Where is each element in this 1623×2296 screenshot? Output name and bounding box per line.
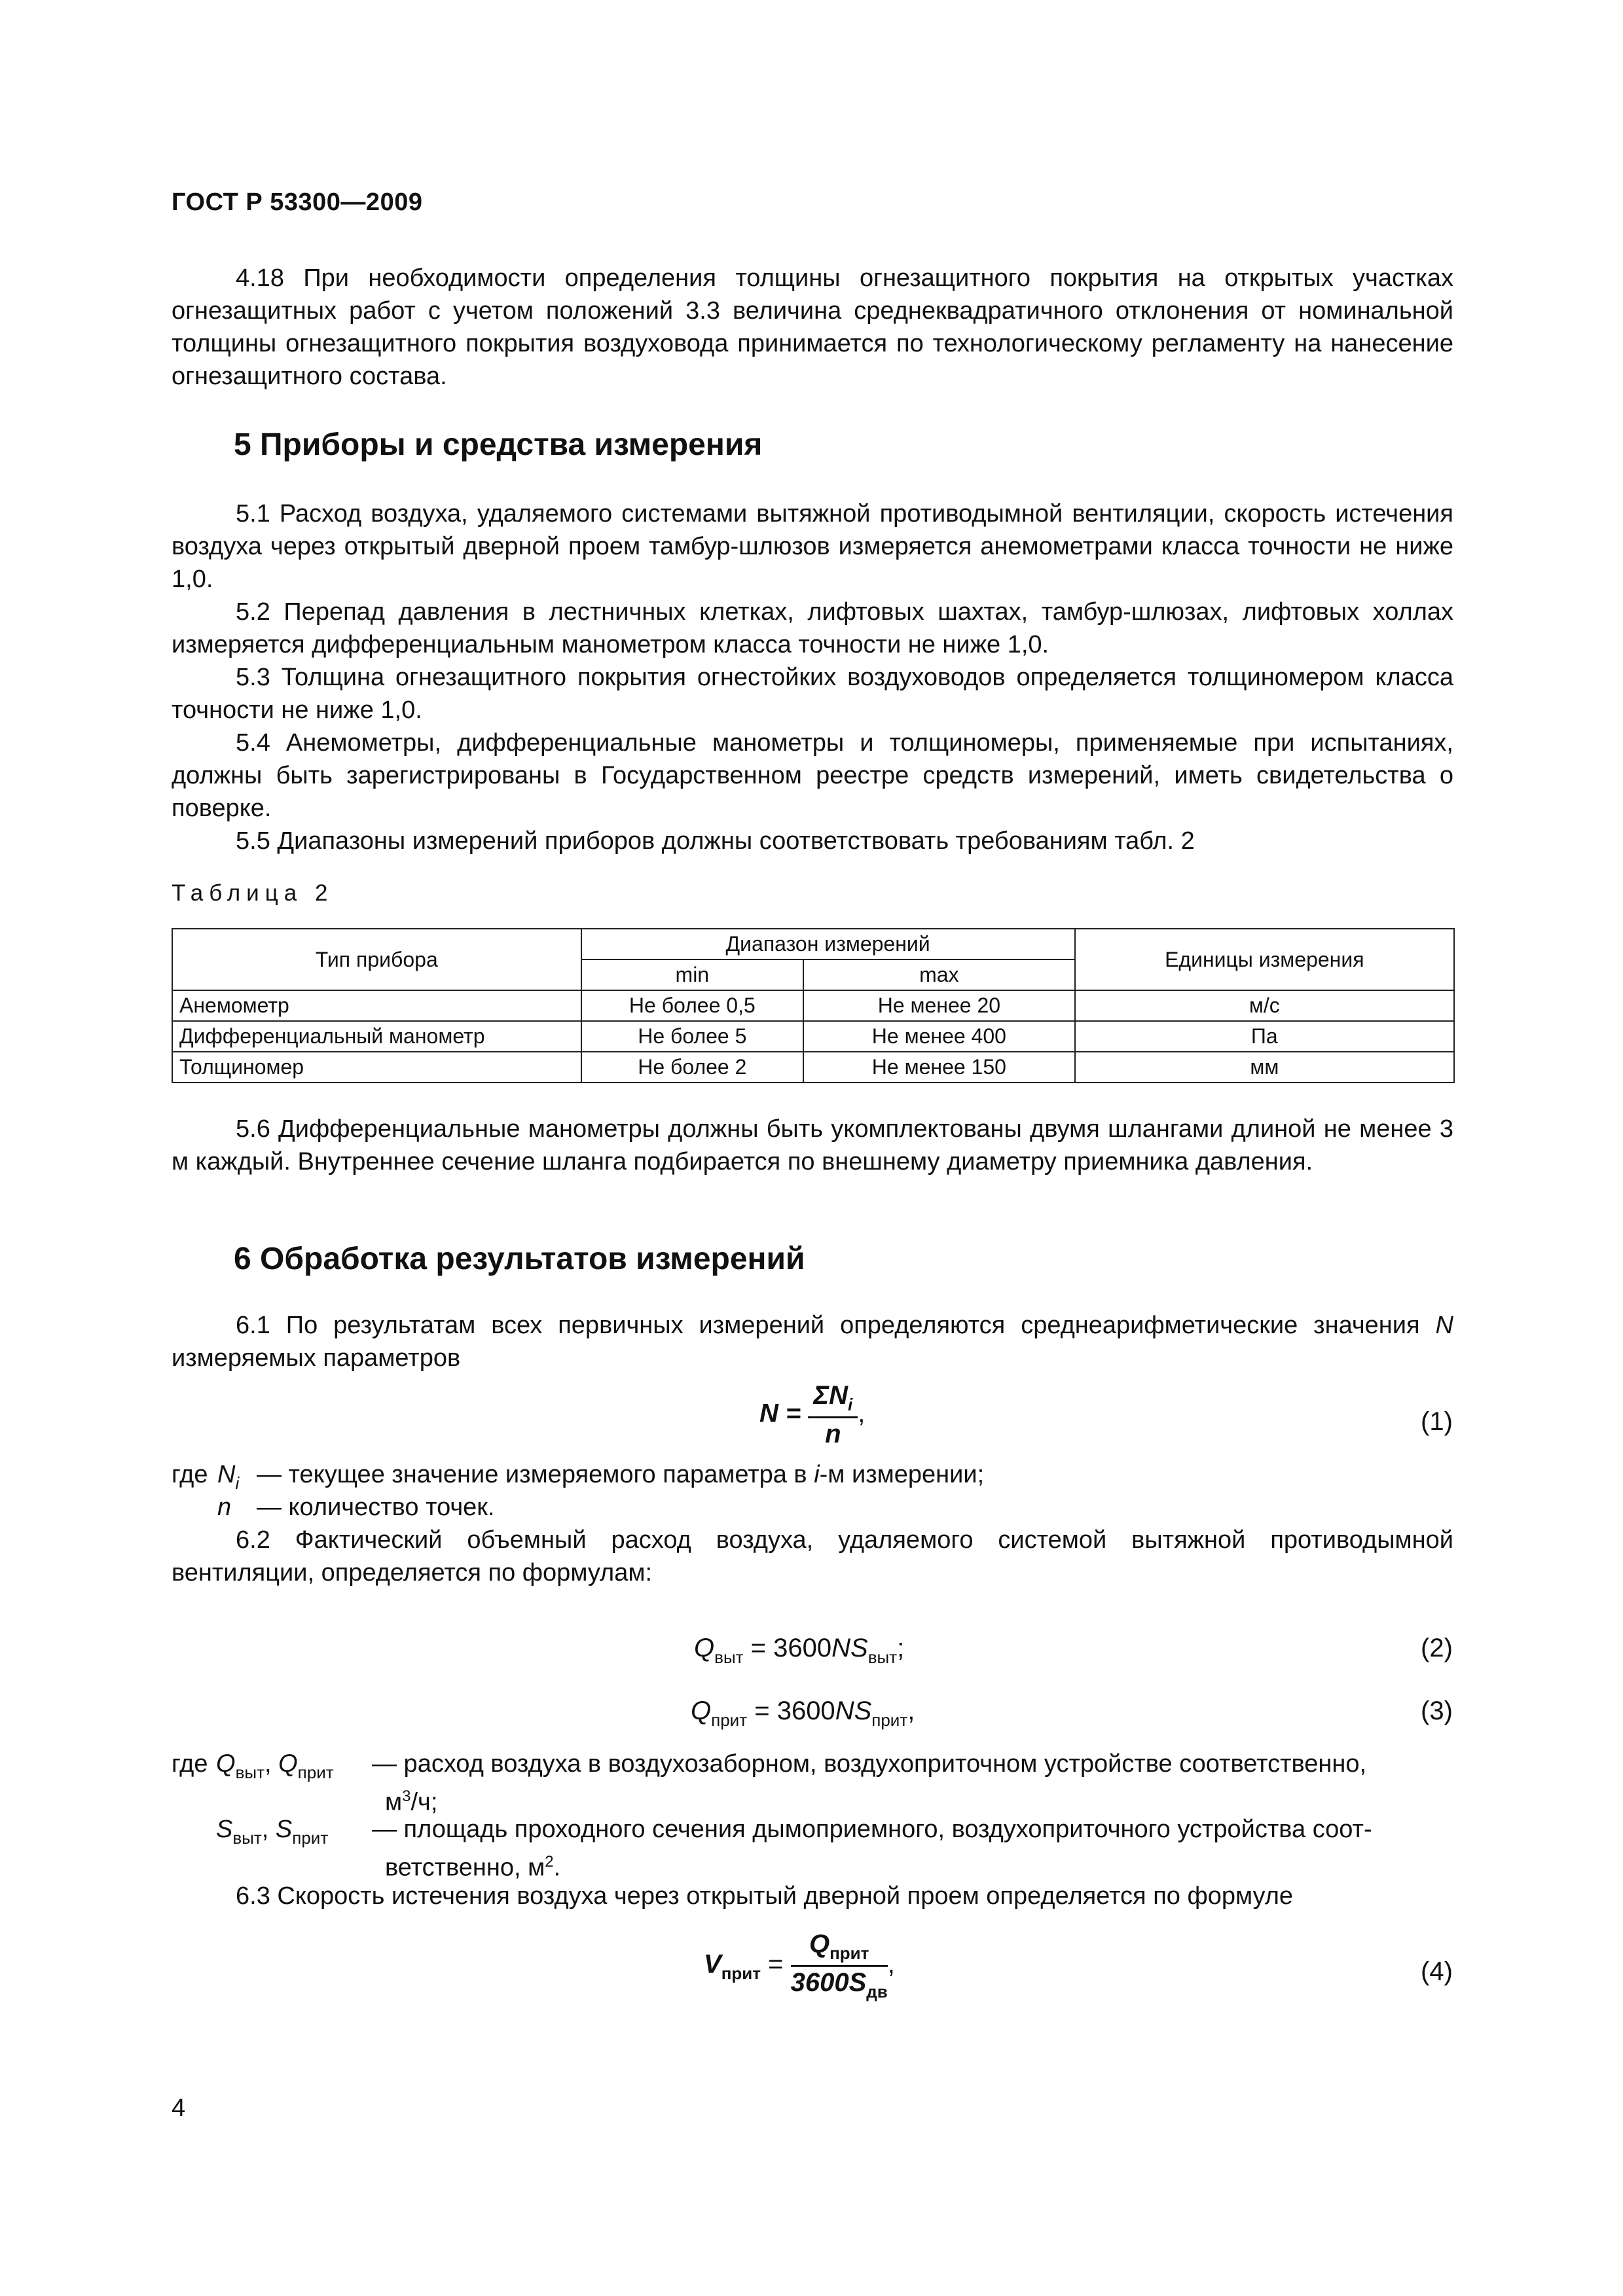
table-row (172, 1021, 1454, 1052)
cell-type: Толщиномер (172, 1052, 581, 1083)
equation-number-4: (4) (1421, 1957, 1453, 1986)
cell-type: Анемометр (172, 990, 581, 1021)
paragraph-5-3: 5.3 Толщина огнезащитного покрытия огнестойких воздуховодов определяется толщиномером класса точности не ниже 1,0. (172, 664, 1453, 724)
page-number: 4 (172, 2094, 186, 2122)
cell-max: Не менее 150 (803, 1052, 1075, 1083)
formula-1-numerator: ΣN (813, 1381, 848, 1410)
where-label-1: где (172, 1461, 208, 1488)
paragraph-5-5: 5.5 Диапазоны измерений приборов должны соответствовать требованиям табл. 2 (236, 827, 1195, 855)
equation-number-1: (1) (1421, 1407, 1453, 1436)
where-desc-n: — количество точек. (257, 1494, 495, 1521)
formula-3: $Q_{прит} = 3600NS_{прит}$, (691, 1696, 915, 1730)
header-units: Единицы измерения (1075, 929, 1454, 990)
section-5-body (172, 497, 1453, 857)
formula-1-tail: , (858, 1399, 866, 1428)
cell-units: мм (1075, 1052, 1454, 1083)
cell-units: Па (1075, 1021, 1454, 1052)
formula-1 (759, 1381, 865, 1449)
formula-4-v: V (704, 1950, 721, 1979)
header-device-type: Тип прибора (172, 929, 581, 990)
where-var-ni: $N_i$ (217, 1461, 240, 1493)
where-var-q: $Q_{выт}$, $Q_{прит}$ (216, 1750, 334, 1782)
paragraph-5-6: 5.6 Дифференциальные манометры должны быть укомплектованы двумя шлангами длиной не менее 3 м каждый. Внутреннее сечение шланга подбирается по внешнему диаметру приемника давления. (172, 1115, 1453, 1175)
formula-2: $Q_{выт} = 3600NS_{выт}$; (694, 1634, 905, 1667)
paragraph-5-6-block (172, 1113, 1453, 1178)
cell-max: Не менее 20 (803, 990, 1075, 1021)
paragraph-5-1: 5.1 Расход воздуха, удаляемого системами вытяжной противодымной вентиляции, скорость истечения воздуха через открытый дверной проем тамбур-шлюзов измеряется анемометрами класса точности не ниже 1,0. (172, 500, 1453, 593)
header-range: Диапазон измерений (581, 929, 1075, 960)
cell-min: Не более 0,5 (581, 990, 804, 1021)
paragraph-6-1 (172, 1309, 1453, 1374)
p61-variable: N (1435, 1312, 1453, 1339)
paragraph-4-18 (172, 262, 1453, 393)
paragraph-text: 4.18 При необходимости определения толщины огнезащитного покрытия на открытых участках огнезащитных работ с учетом положений 3.3 величина среднеквадратичного отклонения от номинальной толщины огнезащитного покрытия воздуховода принимается по технологическому регламенту на нанесение огнезащитного состава. (172, 264, 1453, 390)
equation-number-3: (3) (1421, 1696, 1453, 1725)
p61-text-b: измеряемых параметров (172, 1344, 461, 1372)
paragraph-5-2: 5.2 Перепад давления в лестничных клетках, лифтовых шахтах, тамбур-шлюзах, лифтовых холлах измеряется дифференциальным манометром класса точности не ниже 1,0. (172, 598, 1453, 658)
table-row (172, 1052, 1454, 1083)
section-5-title: 5 Приборы и средства измерения (234, 427, 763, 462)
paragraph-6-3: 6.3 Скорость истечения воздуха через открытый дверной проем определяется по формуле (236, 1882, 1294, 1910)
formula-1-denominator: n (825, 1420, 841, 1448)
table-2-caption: Таблица 2 (172, 880, 334, 906)
header-min: min (581, 960, 804, 990)
cell-units: м/с (1075, 990, 1454, 1021)
equation-number-2: (2) (1421, 1634, 1453, 1662)
where-var-n: n (217, 1494, 232, 1521)
cell-max: Не менее 400 (803, 1021, 1075, 1052)
cell-min: Не более 2 (581, 1052, 804, 1083)
where-desc-s: — площадь проходного сечения дымоприемного, воздухоприточного устройства соот- ветственно, $м^2$. (372, 1816, 1372, 1882)
formula-4: $V_{прит}$ = $\frac{Q_{прит}}{3600S_{дв}}$ , (704, 1929, 895, 2001)
cell-type: Дифференциальный манометр (172, 1021, 581, 1052)
header-max: max (803, 960, 1075, 990)
formula-1-numerator-sub: i (847, 1395, 853, 1414)
formula-1-lhs: N = (759, 1399, 801, 1428)
table-header-row (172, 929, 1454, 960)
p61-text-a: 6.1 По результатам всех первичных измерений определяются среднеарифметические значения (236, 1312, 1436, 1339)
where-desc-ni: — текущее значение измеряемого параметра в i-м измерении; (257, 1461, 985, 1488)
document-header: ГОСТ Р 53300—2009 (172, 188, 423, 216)
table-row (172, 990, 1454, 1021)
where-label-2: где (172, 1750, 208, 1778)
where-var-s: $S_{выт}$, $S_{прит}$ (216, 1816, 329, 1848)
paragraph-5-4: 5.4 Анемометры, дифференциальные манометры и толщиномеры, применяемые при испытаниях, должны быть зарегистрированы в Государственном реестре средств измерений, иметь свидетельства о поверке. (172, 729, 1453, 822)
where-desc-q: — расход воздуха в воздухозаборном, воздухоприточном устройстве соответственно, $м^3/ч$; (372, 1750, 1367, 1816)
paragraph-6-2: 6.2 Фактический объемный расход воздуха, удаляемого системой вытяжной противодымной вентиляции, определяется по формулам: (172, 1526, 1453, 1587)
section-6-title: 6 Обработка результатов измерений (234, 1242, 805, 1276)
cell-min: Не более 5 (581, 1021, 804, 1052)
table-2 (172, 928, 1455, 1083)
